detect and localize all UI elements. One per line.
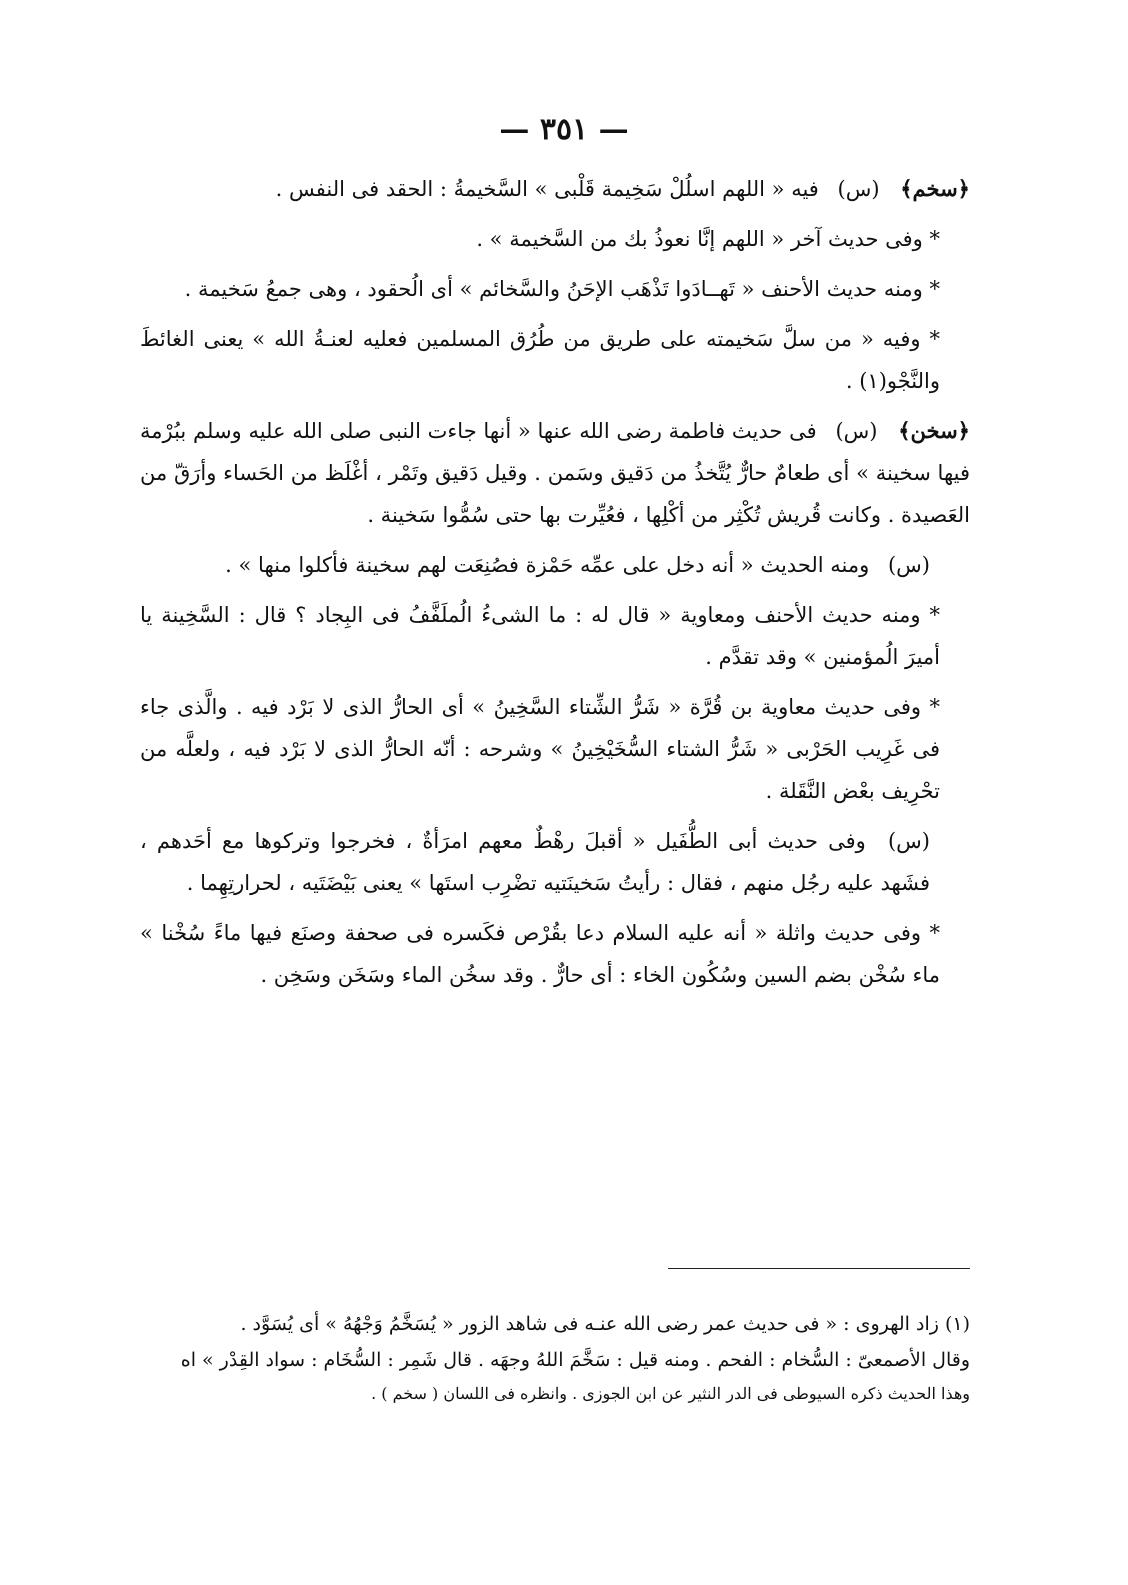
- footnote-line: (١) زاد الهروى : « فى حديث عمر رضى الله عنـه فى شاهد الزور « يُسَخَّمُ وَجْهُهُ » أى يُسَوَّد .: [240, 1313, 970, 1335]
- entry-text: ومنه الحديث « أنه دخل على عمِّه حَمْزة فصُنِعَت لهم سخينة فأكلوا منها » .: [225, 553, 870, 577]
- entry-sakhan-4: [140, 686, 970, 812]
- entry-text: فى حديث فاطمة رضى الله عنها « أنها جاءت النبى صلى الله عليه وسلم ببُرْمة فيها سخينة » أى طعامٌ حارٌّ يُتَّخذُ من دَقيق وسَمن . وقيل دَقيق وتَمْر ، أغْلَظ من الحَساء وأرَقّ من العَصيدة . وكانت قُريش تُكْثِر من أكْلِها ، فعُيِّرت بها حتى سُمُّوا سَخينة .: [140, 419, 970, 527]
- footnote-line: وقال الأصمعىّ : السُّخام : الفحم . ومنه قيل : سَخَّمَ اللهُ وجهَه . قال شَمِر : السُّخَام : سواد القِدْر » اه: [180, 1349, 970, 1371]
- dictionary-body: [140, 168, 970, 1004]
- footnote-divider: [668, 1268, 970, 1269]
- entry-sakhan-5: [140, 820, 970, 904]
- source-marker: (س): [887, 553, 930, 577]
- entry-text: وفى حديث أبى الطُّفَيل « أقبلَ رهْطٌ معهم امرَأةٌ ، فخرجوا وتركوها مع أحَدهم ، فشَهد عليه رجُل منهم ، فقال : رأيتُ سَخينَتيه تضْرِب استَها » يعنى بَيْضَتَيه ، لحرارتِهِما .: [140, 829, 930, 895]
- entry-text: * وفى حديث معاوية بن قُرَّة « شَرُّ الشِّتاء السَّخِينُ » أى الحارُّ الذى لا بَرْد فيه . والَّذى جاء فى غَرِيب الحَرْبى « شَرُّ الشتاء السُّخَيْخِينُ » وشرحه : أنّه الحارُّ الذى لا بَرْد فيه ، ولعلَّه من تحْرِيف بعْض النَّقَلة .: [140, 695, 940, 803]
- headword-sakham: ﴿سخم﴾: [900, 176, 970, 201]
- footnotes: [140, 1306, 970, 1410]
- source-marker: (س): [837, 177, 880, 201]
- entry-text: * وفى حديث واثلة « أنه عليه السلام دعا بقُرْص فكَسره فى صحفة وصنَع فيها ماءً سُخْنا » ماء سُخْن بضم السين وسُكُون الخاء : أى حارٌّ . وقد سخُن الماء وسَخَن وسَخِن .: [140, 921, 940, 987]
- entry-sakham-1: [140, 168, 970, 210]
- entry-text: * ومنه حديث الأحنف ومعاوية « قال له : ما الشىءُ الُملَفَّفُ فى البِجاد ؟ قال : السَّخِينة يا أميرَ الُمؤمنين » وقد تقدَّم .: [140, 603, 940, 669]
- entry-sakhan-2: [140, 544, 970, 586]
- entry-sakham-3: [140, 268, 970, 310]
- source-marker: (س): [835, 419, 878, 443]
- entry-sakhan-1: [140, 410, 970, 536]
- entry-text: * وفيه « من سلَّ سَخيمته على طريق من طُرُق المسلمين فعليه لعنـةُ الله » يعنى الغائطَ والنَّجْو(١) .: [140, 327, 940, 393]
- entry-text: * وفى حديث آخر « اللهم إنَّا نعوذُ بك من السَّخيمة » .: [476, 227, 940, 251]
- entry-text: * ومنه حديث الأحنف « تَهــادَوا تَذْهَب الإحَنُ والسَّخائم » أى الُحقود ، وهى جمعُ سَخيمة .: [184, 277, 940, 301]
- headword-sakhan: ﴿سخن﴾: [898, 418, 970, 443]
- footnote-line: وهذا الحديث ذكره السيوطى فى الدر النثير عن ابن الجوزى . وانظره فى اللسان ( سخم ) .: [371, 1384, 970, 1403]
- source-marker: (س): [887, 829, 930, 853]
- entry-sakham-2: [140, 218, 970, 260]
- entry-sakhan-6: [140, 912, 970, 996]
- entry-sakham-4: [140, 318, 970, 402]
- page-number: — ٣٥١ —: [499, 112, 629, 147]
- entry-text: فيه « اللهم اسلُلْ سَخِيمة قَلْبى » السَّخيمةُ : الحقد فى النفس .: [275, 177, 819, 201]
- entry-sakhan-3: [140, 594, 970, 678]
